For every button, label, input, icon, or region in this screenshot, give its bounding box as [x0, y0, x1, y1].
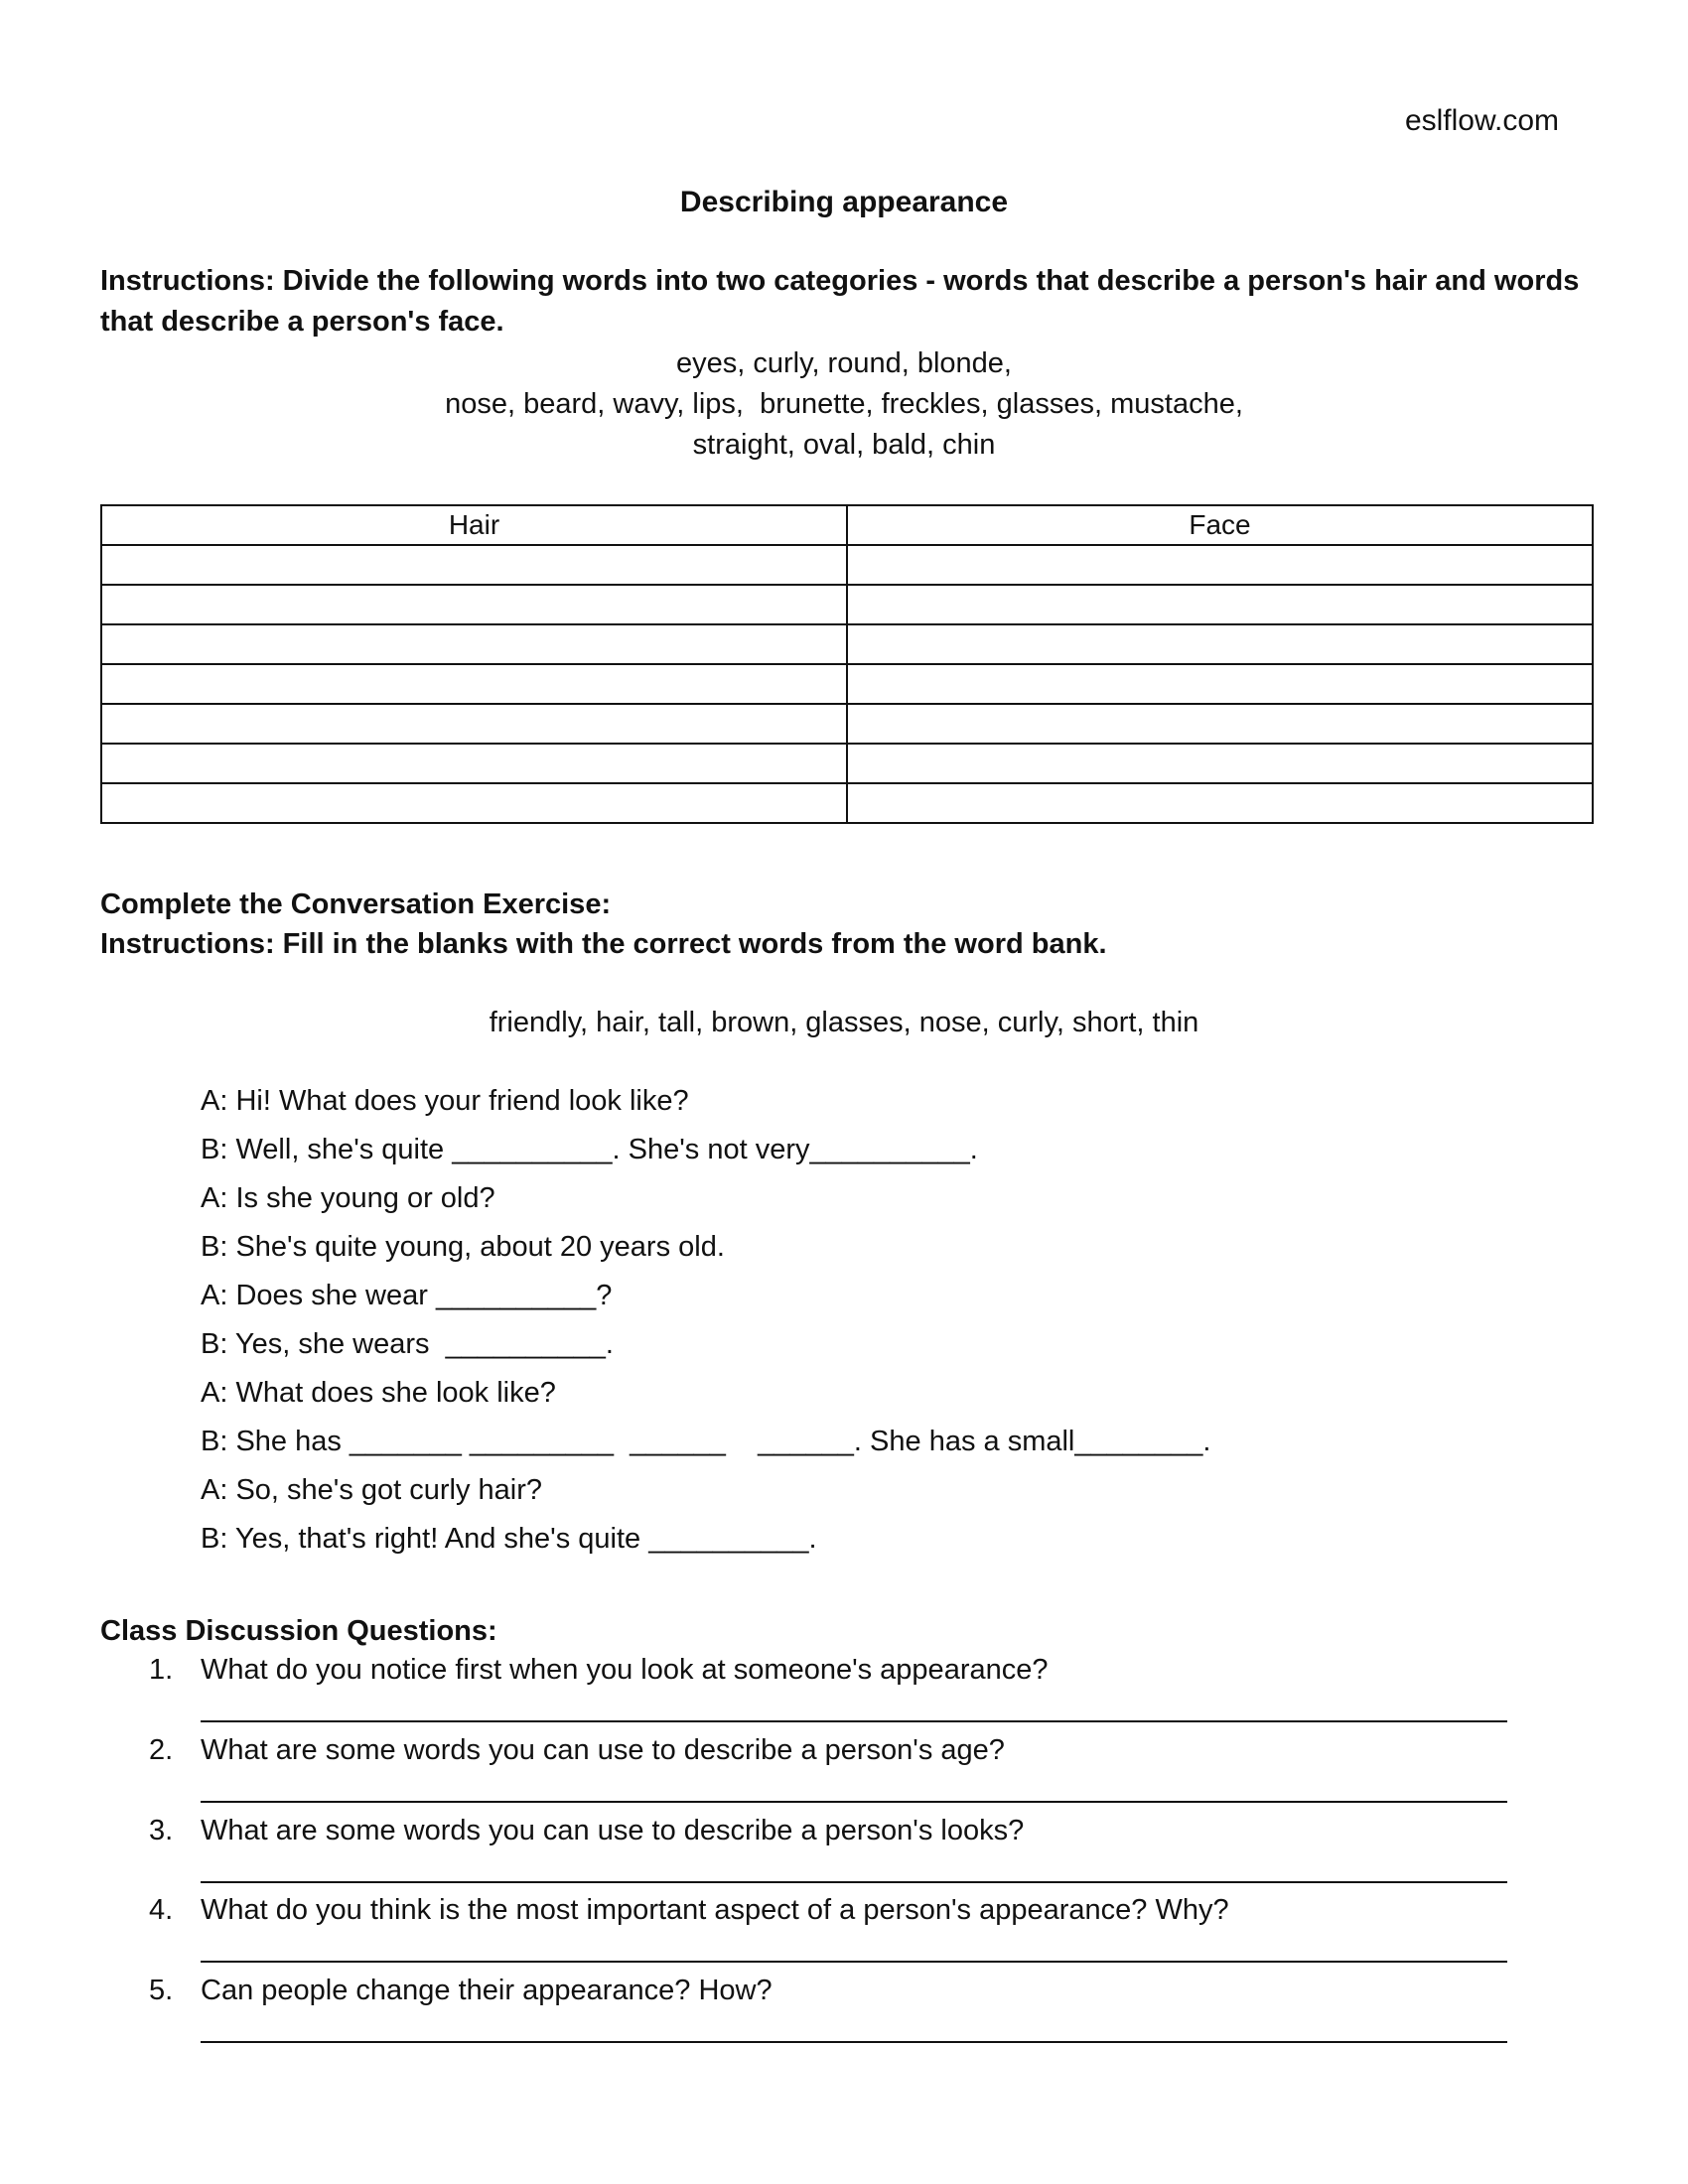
dialogue-line[interactable]: B: Yes, she wears __________.: [201, 1328, 614, 1360]
face-cell[interactable]: [847, 744, 1593, 783]
question-text: Can people change their appearance? How?: [201, 1975, 773, 2006]
answer-line[interactable]: [201, 1961, 1507, 1963]
table-row: [101, 545, 1593, 585]
face-cell[interactable]: [847, 783, 1593, 823]
table-row: [101, 585, 1593, 624]
dialogue-line: B: She's quite young, about 20 years old.: [201, 1231, 725, 1263]
dialogue-line[interactable]: B: Well, she's quite __________. She's not very__________.: [201, 1134, 978, 1165]
table-row: [101, 624, 1593, 664]
word-list-line: eyes, curly, round, blonde,: [676, 347, 1012, 379]
dialogue-line[interactable]: B: She has _______ _________ ______ ______. She has a small________.: [201, 1426, 1211, 1457]
sorting-word-list: [0, 343, 1688, 466]
question-number: 2.: [149, 1734, 174, 1766]
question-number: 1.: [149, 1654, 174, 1686]
question-text: What do you notice first when you look at someone's appearance?: [201, 1654, 1049, 1686]
hair-cell[interactable]: [101, 585, 847, 624]
table-row: [101, 783, 1593, 823]
answer-line[interactable]: [201, 1801, 1507, 1803]
face-cell[interactable]: [847, 545, 1593, 585]
sorting-table: [100, 504, 1594, 824]
face-cell[interactable]: [847, 704, 1593, 744]
table-header-row: [101, 505, 1593, 545]
page-title: Describing appearance: [679, 186, 1009, 218]
dialogue-line: A: Is she young or old?: [201, 1182, 495, 1214]
hair-column-header: Hair: [101, 505, 847, 545]
face-cell[interactable]: [847, 585, 1593, 624]
question-text: What are some words you can use to describe a person's age?: [201, 1734, 1005, 1766]
dialogue-line: A: So, she's got curly hair?: [201, 1474, 543, 1506]
question-text: What are some words you can use to describe a person's looks?: [201, 1815, 1025, 1846]
hair-cell[interactable]: [101, 744, 847, 783]
answer-line[interactable]: [201, 2041, 1507, 2043]
table-row: [101, 744, 1593, 783]
question-number: 5.: [149, 1975, 174, 2006]
discussion-title: Class Discussion Questions:: [100, 1615, 497, 1647]
word-list-line: nose, beard, wavy, lips, brunette, freckles, glasses, mustache,: [445, 388, 1243, 420]
dialogue-line[interactable]: A: Does she wear __________?: [201, 1280, 613, 1311]
hair-cell[interactable]: [101, 545, 847, 585]
hair-cell[interactable]: [101, 664, 847, 704]
dialogue-line: A: Hi! What does your friend look like?: [201, 1085, 689, 1117]
hair-cell[interactable]: [101, 624, 847, 664]
face-column-header: Face: [847, 505, 1593, 545]
conversation-instructions: Instructions: Fill in the blanks with the correct words from the word bank.: [100, 928, 1107, 960]
face-cell[interactable]: [847, 624, 1593, 664]
word-list-line: straight, oval, bald, chin: [692, 429, 996, 461]
dialogue-line: A: What does she look like?: [201, 1377, 556, 1409]
table-row: [101, 704, 1593, 744]
conversation-word-bank: friendly, hair, tall, brown, glasses, nose, curly, short, thin: [489, 1007, 1199, 1038]
question-number: 4.: [149, 1894, 174, 1926]
dialogue-line[interactable]: B: Yes, that's right! And she's quite __________.: [201, 1523, 817, 1555]
hair-cell[interactable]: [101, 704, 847, 744]
hair-cell[interactable]: [101, 783, 847, 823]
site-name: eslflow.com: [1404, 104, 1559, 137]
question-number: 3.: [149, 1815, 174, 1846]
sorting-instructions: Instructions: Divide the following words into two categories - words that describe a person's hair and words that describe a person's face.: [100, 265, 1580, 338]
question-text: What do you think is the most important aspect of a person's appearance? Why?: [201, 1894, 1229, 1926]
conversation-title: Complete the Conversation Exercise:: [100, 888, 612, 920]
answer-line[interactable]: [201, 1881, 1507, 1883]
face-cell[interactable]: [847, 664, 1593, 704]
table-row: [101, 664, 1593, 704]
answer-line[interactable]: [201, 1720, 1507, 1722]
